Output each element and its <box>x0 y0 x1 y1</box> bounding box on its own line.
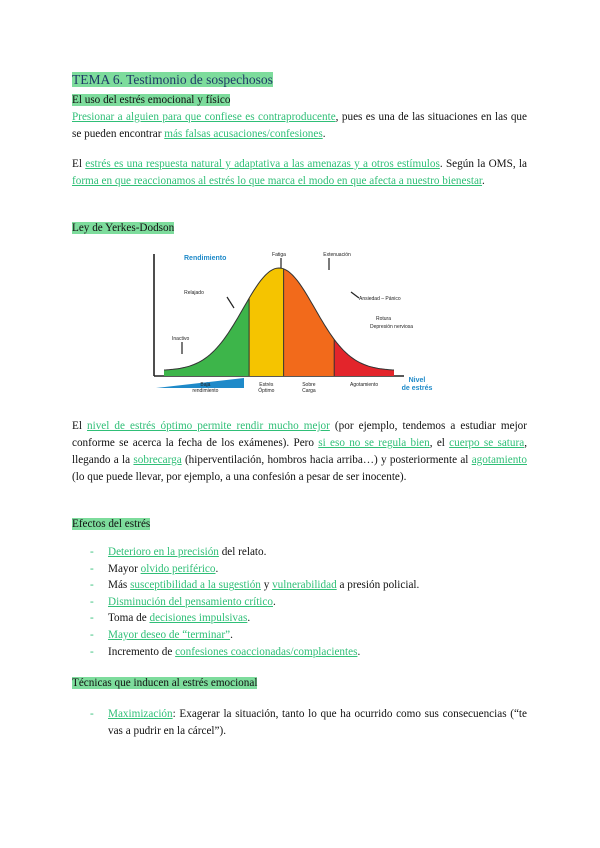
chart-annotation: Rotura <box>376 316 392 322</box>
techniques-list <box>72 706 527 739</box>
annotation-arrow <box>351 292 359 298</box>
section1-paragraph2: El estrés es una respuesta natural y adaptativa a las amenazas y a otros estímulos. Según la OMS, la forma en que reaccionamos al estrés lo que marca el modo en que afecta a nuestro bienestar. <box>72 158 527 187</box>
highlight-link: forma en que reaccionamos al estrés lo que marca el modo en que afecta a nuestro bienestar <box>72 175 483 187</box>
list-item: - Deterioro en la precisión del relato. <box>90 546 267 558</box>
x-axis-label: Nivel de estrés <box>401 377 433 392</box>
section2-heading: Ley de Yerkes-Dodson <box>72 222 175 234</box>
list-item: - Mayor olvido periférico. <box>90 562 219 575</box>
chart-annotation: Relajado <box>184 290 204 296</box>
highlight-link: agotamiento <box>471 454 527 466</box>
list-item: - Toma de decisiones impulsivas. <box>90 612 251 625</box>
list-item: - Maximización: Exagerar la situación, tanto lo que ha ocurrido como sus consecuencias (“te vas a pudrir en la cárcel”). <box>90 708 527 737</box>
y-axis-label: Rendimiento <box>184 255 227 262</box>
chart-annotation: Extenuación <box>323 252 351 258</box>
chart-annotation: Inactivo <box>172 336 190 342</box>
highlight-link: más falsas acusaciones/confesiones <box>164 128 323 140</box>
section2-paragraph: El nivel de estrés óptimo permite rendir mucho mejor (por ejemplo, tendemos a estudiar mejor conforme se acerca la fecha de los exámenes). Pero si eso no se regula bien, el cuerpo se satura, llegando a la sobrecarga (hiperventilación, hombros hacia arriba…) y posteriormente al agotamiento (lo que puede llevar, por ejemplo, a una confesión a pesar de ser inocente). <box>72 420 527 483</box>
zone-area <box>249 268 284 376</box>
section1-heading: El uso del estrés emocional y físico <box>72 94 231 106</box>
page-title-text: TEMA 6. Testimonio de sospechosos <box>72 72 273 87</box>
category-label: Baja rendimiento <box>192 382 219 394</box>
section4-heading: Técnicas que inducen al estrés emocional <box>72 677 258 689</box>
yerkes-dodson-chart <box>84 246 450 402</box>
highlight-link: Presionar a alguien para que confiese es contraproducente <box>72 111 336 123</box>
section1-paragraph1: Presionar a alguien para que confiese es contraproducente, pues es una de las situaciones en las que se pueden encontrar más falsas acusaciones/confesiones. <box>72 111 527 140</box>
highlight-link: nivel de estrés óptimo permite rendir mucho mejor <box>87 420 330 432</box>
highlight-link: sobrecarga <box>133 454 182 466</box>
category-label: Agotamiento <box>350 382 379 388</box>
highlight-link: si eso no se regula bien <box>318 437 430 449</box>
list-item: - Disminución del pensamiento crítico. <box>90 595 276 608</box>
effects-list <box>72 544 527 660</box>
highlight-link: cuerpo se satura <box>449 437 525 449</box>
category-label: Sobre Carga <box>302 382 316 394</box>
chart-annotation: Depresión nerviosa <box>370 324 414 330</box>
zone-fills <box>164 268 394 376</box>
list-item: - Más susceptibilidad a la sugestión y vulnerabilidad a presión policial. <box>90 579 420 592</box>
chart-annotation: Fatiga <box>272 252 286 258</box>
page-title <box>72 72 273 88</box>
zone-area <box>334 339 394 376</box>
category-label: Estrés Óptimo <box>258 382 275 394</box>
chart-annotation: Ansiedad – Pánico <box>359 296 401 302</box>
zone-area <box>284 269 335 376</box>
list-item: - Mayor deseo de “terminar”. <box>90 628 233 641</box>
annotation-arrow <box>227 297 234 308</box>
highlight-link: estrés es una respuesta natural y adaptativa a las amenazas y a otros estímulos <box>85 158 440 170</box>
list-item: - Incremento de confesiones coaccionadas/complacientes. <box>90 645 361 658</box>
section3-heading: Efectos del estrés <box>72 518 151 530</box>
